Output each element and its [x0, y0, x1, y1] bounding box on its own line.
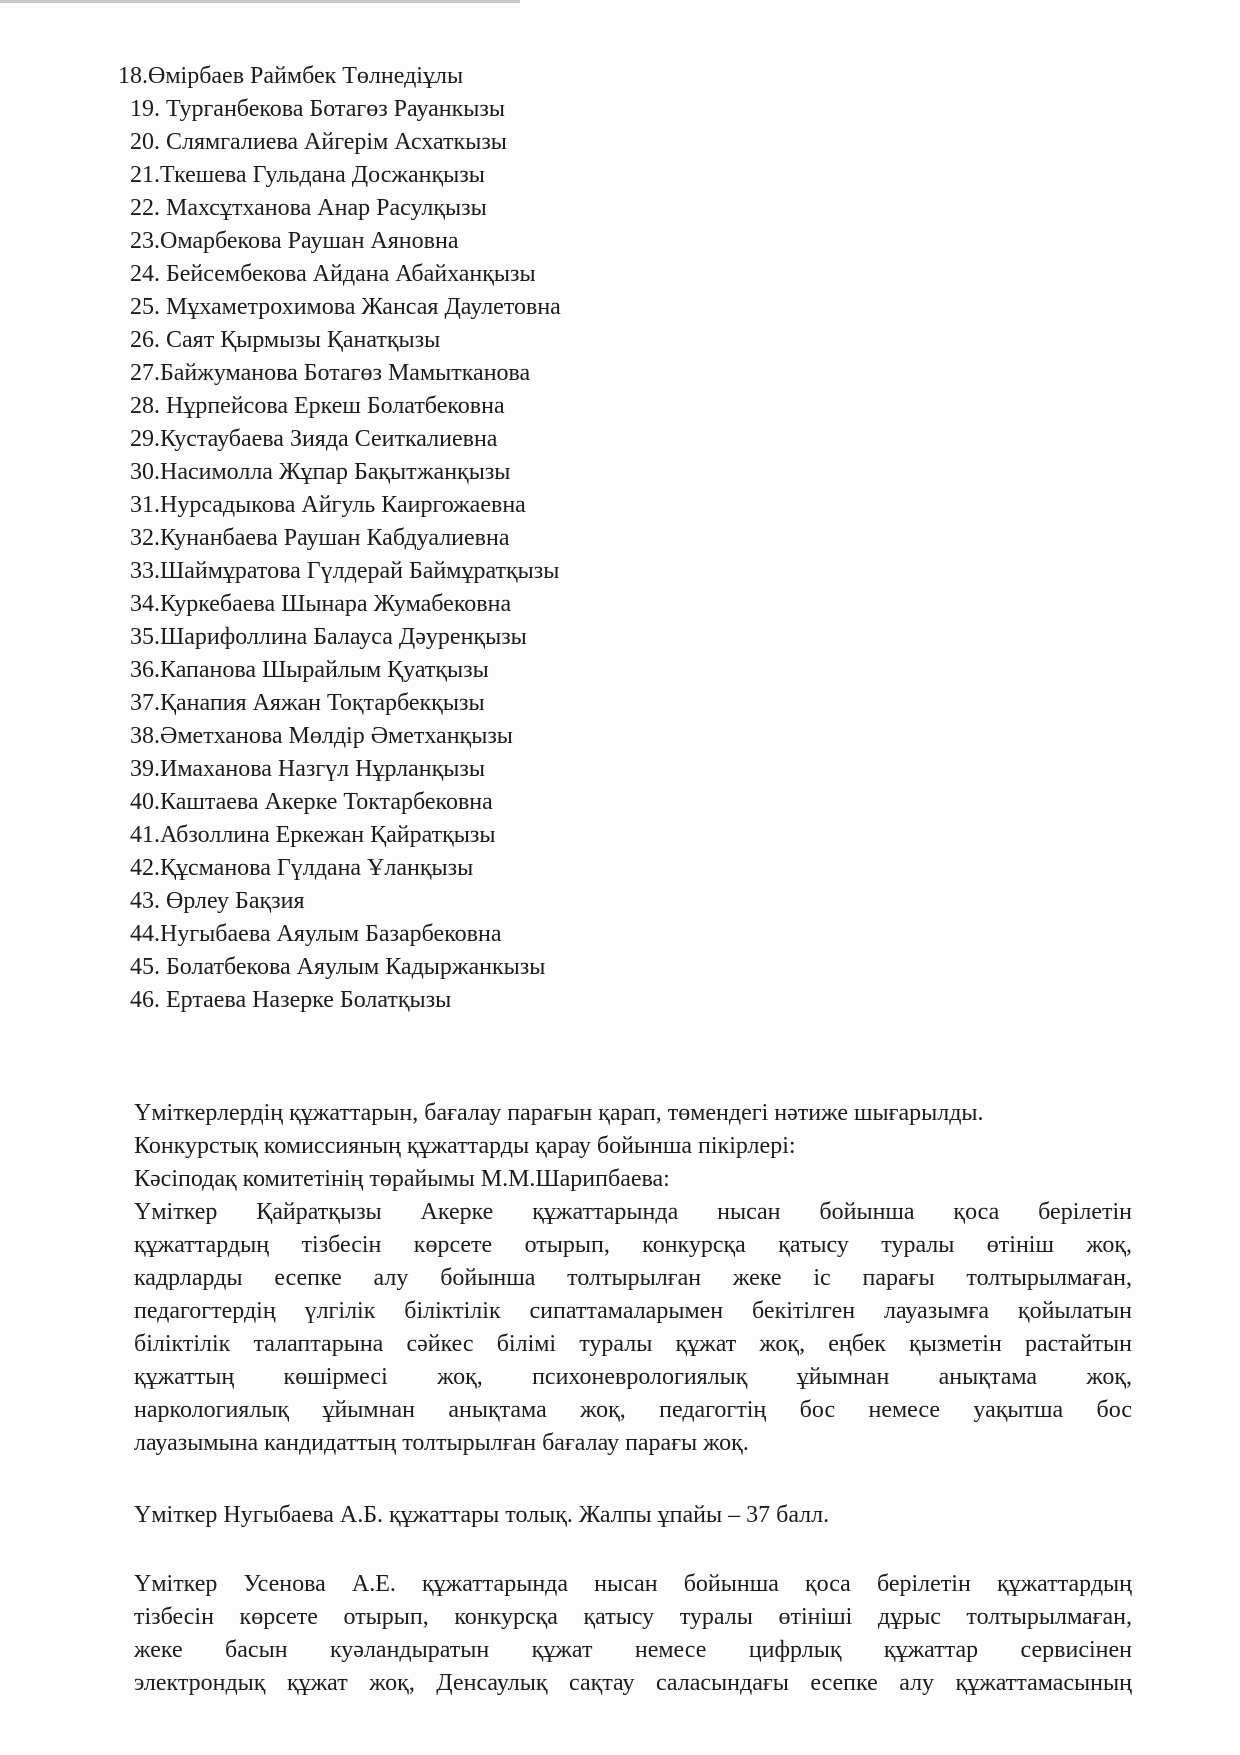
list-item: 29.Кустаубаева Зияда Сеиткалиевна [130, 426, 498, 452]
list-item: 32.Кунанбаева Раушан Кабдуалиевна [130, 525, 510, 551]
list-item: 38.Әметханова Мөлдір Әметханқызы [130, 723, 513, 749]
list-item: 42.Құсманова Гүлдана Ұланқызы [130, 855, 474, 881]
intro-line: Кәсіподақ комитетінің төрайымы М.М.Шарипбаева: [134, 1166, 670, 1192]
opinion-akerke [134, 1196, 1132, 1460]
list-item: 24. Бейсембекова Айдана Абайханқызы [130, 261, 536, 287]
paragraph-line: құжаттардың тізбесін көрсете отырып, конкурсқа қатысу туралы өтініш жоқ, [134, 1232, 1132, 1258]
opinion-nugybaeva [134, 1499, 1132, 1532]
candidate-list [118, 60, 561, 1017]
paragraph-line: лауазымына кандидаттың толтырылған бағалау парағы жоқ. [134, 1430, 749, 1456]
list-item: 46. Ертаева Назерке Болатқызы [130, 987, 452, 1013]
paragraph-line: педагогтердің үлгілік біліктілік сипаттамаларымен бекітілген лауазымға қойылатын [134, 1298, 1132, 1324]
paragraph-line: электрондық құжат жоқ, Денсаулық сақтау саласындағы есепке алу құжаттамасының [134, 1670, 1132, 1696]
paragraph-line: жеке басын куәландыратын құжат немесе цифрлық құжаттар сервисінен [134, 1637, 1132, 1663]
list-item: 34.Куркебаева Шынара Жумабековна [130, 591, 512, 617]
list-item: 22. Махсұтханова Анар Расулқызы [130, 195, 487, 221]
list-item: 26. Саят Қырмызы Қанатқызы [130, 327, 441, 353]
paragraph-line: Үміткер Нугыбаева А.Б. құжаттары толық. Жалпы ұпайы – 37 балл. [134, 1502, 830, 1528]
list-item: 43. Өрлеу Бақзия [130, 888, 305, 914]
paragraph-line: кадрларды есепке алу бойынша толтырылған жеке іс парағы толтырылмаған, [134, 1265, 1132, 1291]
paragraph-line: наркологиялық ұйымнан анықтама жоқ, педагогтің бос немесе уақытша бос [134, 1397, 1132, 1423]
list-item: 35.Шарифоллина Балауса Дәуренқызы [130, 624, 527, 650]
list-item: 36.Капанова Шырайлым Қуатқызы [130, 657, 489, 683]
list-item: 44.Нугыбаева Аяулым Базарбековна [130, 921, 502, 947]
opinion-usenova [134, 1568, 1132, 1700]
list-item: 40.Каштаева Акерке Токтарбековна [130, 789, 493, 815]
list-item: 33.Шаймұратова Гүлдерай Баймұратқызы [130, 558, 560, 584]
intro-paragraph [134, 1097, 1132, 1196]
list-item: 20. Слямгалиева Айгерім Асхаткызы [130, 129, 507, 155]
list-item: 30.Насимолла Жұпар Бақытжанқызы [130, 459, 511, 485]
paragraph-line: тізбесін көрсете отырып, конкурсқа қатысу туралы өтініші дұрыс толтырылмаған, [134, 1604, 1132, 1630]
intro-line: Үміткерлердің құжаттарын, бағалау парағын қарап, төмендегі нәтиже шығарылды. [134, 1100, 984, 1126]
list-item: 25. Мұхаметрохимова Жансая Даулетовна [130, 294, 561, 320]
list-item: 19. Турганбекова Ботагөз Рауанкызы [130, 96, 506, 122]
paragraph-line: Үміткер Усенова А.Е. құжаттарында нысан бойынша қоса берілетін құжаттардың [134, 1571, 1132, 1597]
list-item: 41.Абзоллина Еркежан Қайратқызы [130, 822, 496, 848]
list-item: 18.Өмірбаев Раймбек Төлнедіұлы [118, 63, 464, 89]
list-item: 37.Қанапия Аяжан Тоқтарбекқызы [130, 690, 485, 716]
scan-top-edge [0, 0, 520, 3]
paragraph-line: Үміткер Қайратқызы Акерке құжаттарында нысан бойынша қоса берілетін [134, 1199, 1132, 1225]
paragraph-line: құжаттың көшірмесі жоқ, психоневрологиялық ұйымнан анықтама жоқ, [134, 1364, 1132, 1390]
list-item: 21.Ткешева Гульдана Досжанқызы [130, 162, 485, 188]
list-item: 23.Омарбекова Раушан Аяновна [130, 228, 459, 254]
paragraph-line: біліктілік талаптарына сәйкес білімі туралы құжат жоқ, еңбек қызметін растайтын [134, 1331, 1132, 1357]
list-item: 45. Болатбекова Аяулым Кадыржанкызы [130, 954, 546, 980]
list-item: 39.Имаханова Назгүл Нұрланқызы [130, 756, 486, 782]
list-item: 31.Нурсадыкова Айгуль Каиргожаевна [130, 492, 526, 518]
list-item: 27.Байжуманова Ботагөз Мамытканова [130, 360, 531, 386]
intro-line: Конкурстық комиссияның құжаттарды қарау бойынша пікірлері: [134, 1133, 796, 1159]
list-item: 28. Нұрпейсова Еркеш Болатбековна [130, 393, 505, 419]
